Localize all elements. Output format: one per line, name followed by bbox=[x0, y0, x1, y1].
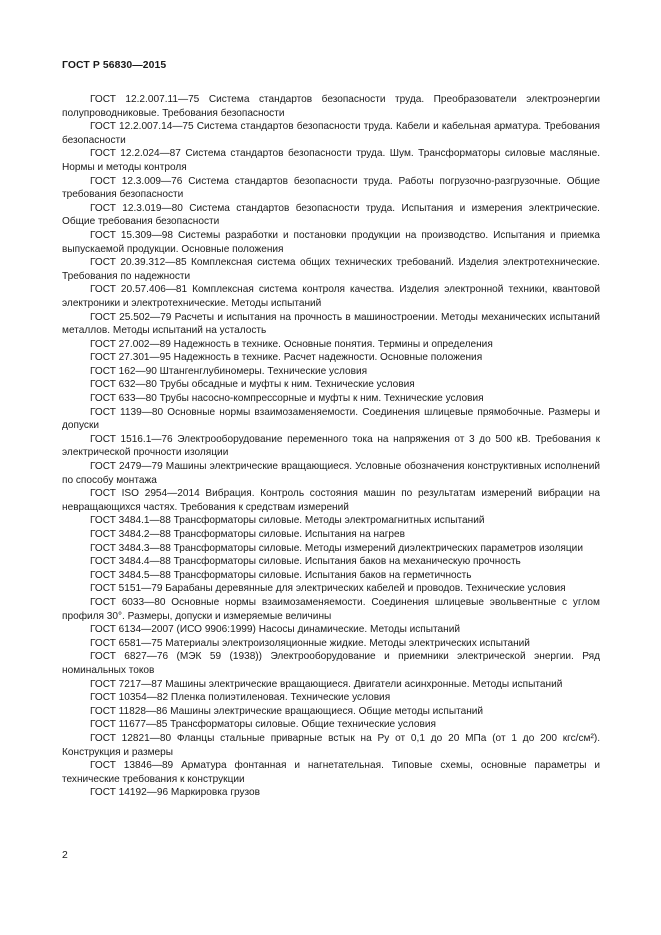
reference-item: ГОСТ 3484.4—88 Трансформаторы силовые. Испытания баков на механическую прочность bbox=[90, 556, 521, 568]
reference-item: ГОСТ 1516.1—76 Электрооборудование переменного тока на напряжения от 3 до 500 кВ. Требования к электрической прочности изоляции bbox=[62, 433, 600, 459]
reference-item: ГОСТ 12821—80 Фланцы стальные приварные встык на Ру от 0,1 до 20 МПа (от 1 до 200 кгс/см²). Конструкция и размеры bbox=[62, 732, 600, 758]
reference-item: ГОСТ 12.2.007.14—75 Система стандартов безопасности труда. Кабели и кабельная арматура. Требования безопасности bbox=[62, 121, 600, 146]
reference-item: ГОСТ 12.3.019—80 Система стандартов безопасности труда. Испытания и измерения электрические. Общие требования безопасности bbox=[62, 202, 600, 228]
reference-item: ГОСТ 27.301—95 Надежность в технике. Расчет надежности. Основные положения bbox=[90, 352, 483, 364]
reference-item: ГОСТ 13846—89 Арматура фонтанная и нагнетательная. Типовые схемы, основные параметры и технические требования к конструкции bbox=[62, 760, 600, 785]
reference-item: ГОСТ 25.502—79 Расчеты и испытания на прочность в машиностроении. Методы механических испытаний металлов. Методы испытаний на усталость bbox=[62, 311, 600, 337]
reference-item: ГОСТ 20.57.406—81 Комплексная система контроля качества. Изделия электронной техники, квантовой электроники и электротехнические. Методы испытаний bbox=[62, 284, 600, 309]
standard-designation-header: ГОСТ Р 56830—2015 bbox=[62, 60, 167, 71]
reference-item: ГОСТ 6581—75 Материалы электроизоляционные жидкие. Методы электрических испытаний bbox=[90, 637, 530, 649]
page-number: 2 bbox=[62, 850, 68, 861]
reference-item: ГОСТ 6134—2007 (ИСО 9906:1999) Насосы динамические. Методы испытаний bbox=[90, 624, 461, 636]
reference-item: ГОСТ 3484.3—88 Трансформаторы силовые. Методы измерений диэлектрических параметров изоляции bbox=[90, 542, 583, 554]
reference-item: ГОСТ ISO 2954—2014 Вибрация. Контроль состояния машин по результатам измерений вибрации на невращающихся частях. Требования к средствам измерений bbox=[62, 488, 600, 513]
reference-item: ГОСТ 15.309—98 Системы разработки и постановки продукции на производство. Испытания и приемка выпускаемой продукции. Основные положения bbox=[62, 229, 600, 255]
normative-references-list bbox=[62, 93, 600, 800]
reference-item: ГОСТ 10354—82 Пленка полиэтиленовая. Технические условия bbox=[90, 692, 391, 704]
reference-item: ГОСТ 3484.5—88 Трансформаторы силовые. Испытания баков на герметичность bbox=[90, 569, 472, 581]
reference-item: ГОСТ 27.002—89 Надежность в технике. Основные понятия. Термины и определения bbox=[90, 338, 493, 350]
reference-item: ГОСТ 6033—80 Основные нормы взаимозаменяемости. Соединения шлицевые эвольвентные с углом профиля 30°. Размеры, допуски и измеряемые величины bbox=[62, 596, 600, 622]
reference-item: ГОСТ 12.2.024—87 Система стандартов безопасности труда. Шум. Трансформаторы силовые масляные. Нормы и методы контроля bbox=[62, 148, 600, 173]
reference-item: ГОСТ 11828—86 Машины электрические вращающиеся. Общие методы испытаний bbox=[90, 705, 484, 717]
reference-item: ГОСТ 3484.1—88 Трансформаторы силовые. Методы электромагнитных испытаний bbox=[90, 515, 485, 527]
reference-item: ГОСТ 1139—80 Основные нормы взаимозаменяемости. Соединения шлицевые прямобочные. Размеры и допуски bbox=[62, 406, 600, 432]
reference-item: ГОСТ 14192—96 Маркировка грузов bbox=[90, 787, 261, 799]
reference-item: ГОСТ 3484.2—88 Трансформаторы силовые. Испытания на нагрев bbox=[90, 529, 405, 540]
reference-item: ГОСТ 11677—85 Трансформаторы силовые. Общие технические условия bbox=[90, 719, 436, 731]
reference-item: ГОСТ 633—80 Трубы насосно-компрессорные и муфты к ним. Технические условия bbox=[90, 393, 484, 405]
reference-item: ГОСТ 632—80 Трубы обсадные и муфты к ним. Технические условия bbox=[90, 379, 415, 391]
reference-item: ГОСТ 6827—76 (МЭК 59 (1938)) Электрооборудование и приемники электрической энергии. Ряд номинальных токов bbox=[62, 651, 600, 676]
reference-item: ГОСТ 7217—87 Машины электрические вращающиеся. Двигатели асинхронные. Методы испытаний bbox=[90, 678, 563, 690]
reference-item: ГОСТ 12.3.009—76 Система стандартов безопасности труда. Работы погрузочно-разгрузочные. Общие требования безопасности bbox=[62, 175, 600, 201]
reference-item: ГОСТ 12.2.007.11—75 Система стандартов безопасности труда. Преобразователи электроэнергии полупроводниковые. Требования безопасности bbox=[62, 94, 600, 119]
reference-item: ГОСТ 20.39.312—85 Комплексная система общих технических требований. Изделия электротехнические. Требования по надежности bbox=[62, 257, 600, 282]
reference-item: ГОСТ 5151—79 Барабаны деревянные для электрических кабелей и проводов. Технические условия bbox=[90, 583, 566, 595]
reference-item: ГОСТ 2479—79 Машины электрические вращающиеся. Условные обозначения конструктивных исполнений по способу монтажа bbox=[62, 461, 600, 486]
reference-item: ГОСТ 162—90 Штангенглубиномеры. Технические условия bbox=[90, 365, 368, 377]
